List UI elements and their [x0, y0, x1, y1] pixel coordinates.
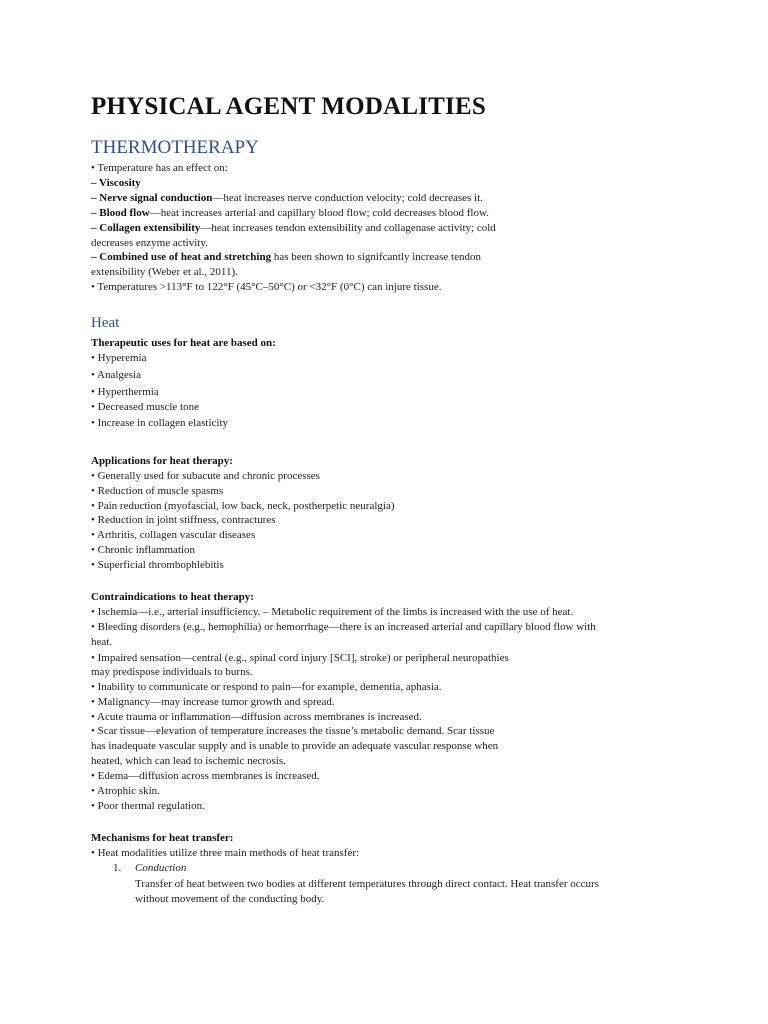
- thermo-nerve: [91, 191, 483, 206]
- mechanisms-heading: Mechanisms for heat transfer:: [91, 832, 234, 844]
- list-item: • Chronic inflammation: [91, 544, 196, 556]
- list-line: • Ischemia—i.e., arterial insufficiency. – Metabolic requirement of the limbs is increased with the use of heat.: [91, 606, 574, 618]
- list-item: • Pain reduction (myofascial, low back, neck, postherpetic neuralgia): [91, 500, 395, 512]
- applications-heading: Applications for heat therapy:: [91, 455, 233, 467]
- thermo-combined-cont: extensibility (Weber et al., 2011).: [91, 266, 238, 278]
- list-item: • Arthritis, collagen vascular diseases: [91, 529, 256, 541]
- list-item: • Increase in collagen elasticity: [91, 417, 229, 429]
- contraindications-heading: Contraindications to heat therapy:: [91, 591, 254, 603]
- section-heading-thermotherapy: THERMOTHERAPY: [91, 137, 259, 158]
- collagen-term: – Collagen extensibility: [91, 222, 201, 234]
- page-title: PHYSICAL AGENT MODALITIES: [91, 93, 486, 120]
- collagen-text: —heat increases tendon extensibility and collagenase activity; cold: [200, 222, 496, 234]
- conduction-label: Conduction: [135, 862, 187, 874]
- list-line: • Acute trauma or inflammation—diffusion across membranes is increased.: [91, 711, 422, 723]
- thermo-viscosity: [91, 176, 141, 191]
- therapeutic-uses-heading: Therapeutic uses for heat are based on:: [91, 337, 276, 349]
- nerve-term: – Nerve signal conduction: [91, 192, 213, 204]
- list-item: • Decreased muscle tone: [91, 401, 199, 413]
- conduction-text: Transfer of heat between two bodies at different temperatures through direct contact. Heat transfer occurs: [135, 878, 599, 890]
- list-line: • Scar tissue—elevation of temperature increases the tissue’s metabolic demand. Scar tissue: [91, 725, 495, 737]
- list-item: • Generally used for subacute and chronic processes: [91, 470, 320, 482]
- list-line: may predispose individuals to burns.: [91, 666, 253, 678]
- list-item: • Superficial thrombophlebitis: [91, 559, 224, 571]
- nerve-text: —heat increases nerve conduction velocity; cold decreases it.: [212, 192, 483, 204]
- blood-flow-text: —heat increases arterial and capillary blood flow; cold decreases blood flow.: [149, 207, 489, 219]
- list-line: • Bleeding disorders (e.g., hemophilia) or hemorrhage—there is an increased arterial and capillary blood flow with: [91, 621, 596, 633]
- thermo-combined: [91, 250, 481, 265]
- list-item: • Hyperthermia: [91, 386, 159, 398]
- list-item: • Analgesia: [91, 369, 141, 381]
- list-number: 1.: [113, 862, 122, 874]
- list-line: • Malignancy—may increase tumor growth and spread.: [91, 696, 335, 708]
- list-line: heated, which can lead to ischemic necrosis.: [91, 755, 286, 767]
- thermo-blood-flow: [91, 206, 489, 221]
- thermo-temperatures: • Temperatures >113°F to 122°F (45°C–50°C) or <32°F (0°C) can injure tissue.: [91, 281, 442, 293]
- conduction-text-cont: without movement of the conducting body.: [135, 893, 325, 905]
- combined-term: – Combined use of heat and stretching: [91, 251, 272, 263]
- thermo-intro: • Temperature has an effect on:: [91, 162, 228, 174]
- thermo-collagen-cont: decreases enzyme activity.: [91, 237, 208, 249]
- list-item: • Hyperemia: [91, 352, 147, 364]
- mechanisms-intro: • Heat modalities utilize three main methods of heat transfer:: [91, 847, 360, 859]
- combined-text: has been shown to signifcantly increase tendon: [271, 251, 481, 263]
- list-line: • Atrophic skin.: [91, 785, 160, 797]
- list-line: has inadequate vascular supply and is unable to provide an adequate vascular response when: [91, 740, 499, 752]
- viscosity-term: – Viscosity: [91, 177, 141, 189]
- list-line: • Inability to communicate or respond to pain—for example, dementia, aphasia.: [91, 681, 442, 693]
- list-item: • Reduction of muscle spasms: [91, 485, 224, 497]
- list-line: heat.: [91, 636, 113, 648]
- blood-flow-term: – Blood flow: [91, 207, 150, 219]
- subheading-heat: Heat: [91, 315, 120, 331]
- list-line: • Edema—diffusion across membranes is increased.: [91, 770, 320, 782]
- list-line: • Impaired sensation—central (e.g., spinal cord injury [SCI], stroke) or peripheral neuropathies: [91, 652, 509, 664]
- list-item: • Reduction in joint stiffness, contractures: [91, 514, 276, 526]
- list-line: • Poor thermal regulation.: [91, 800, 205, 812]
- thermo-collagen: [91, 221, 496, 236]
